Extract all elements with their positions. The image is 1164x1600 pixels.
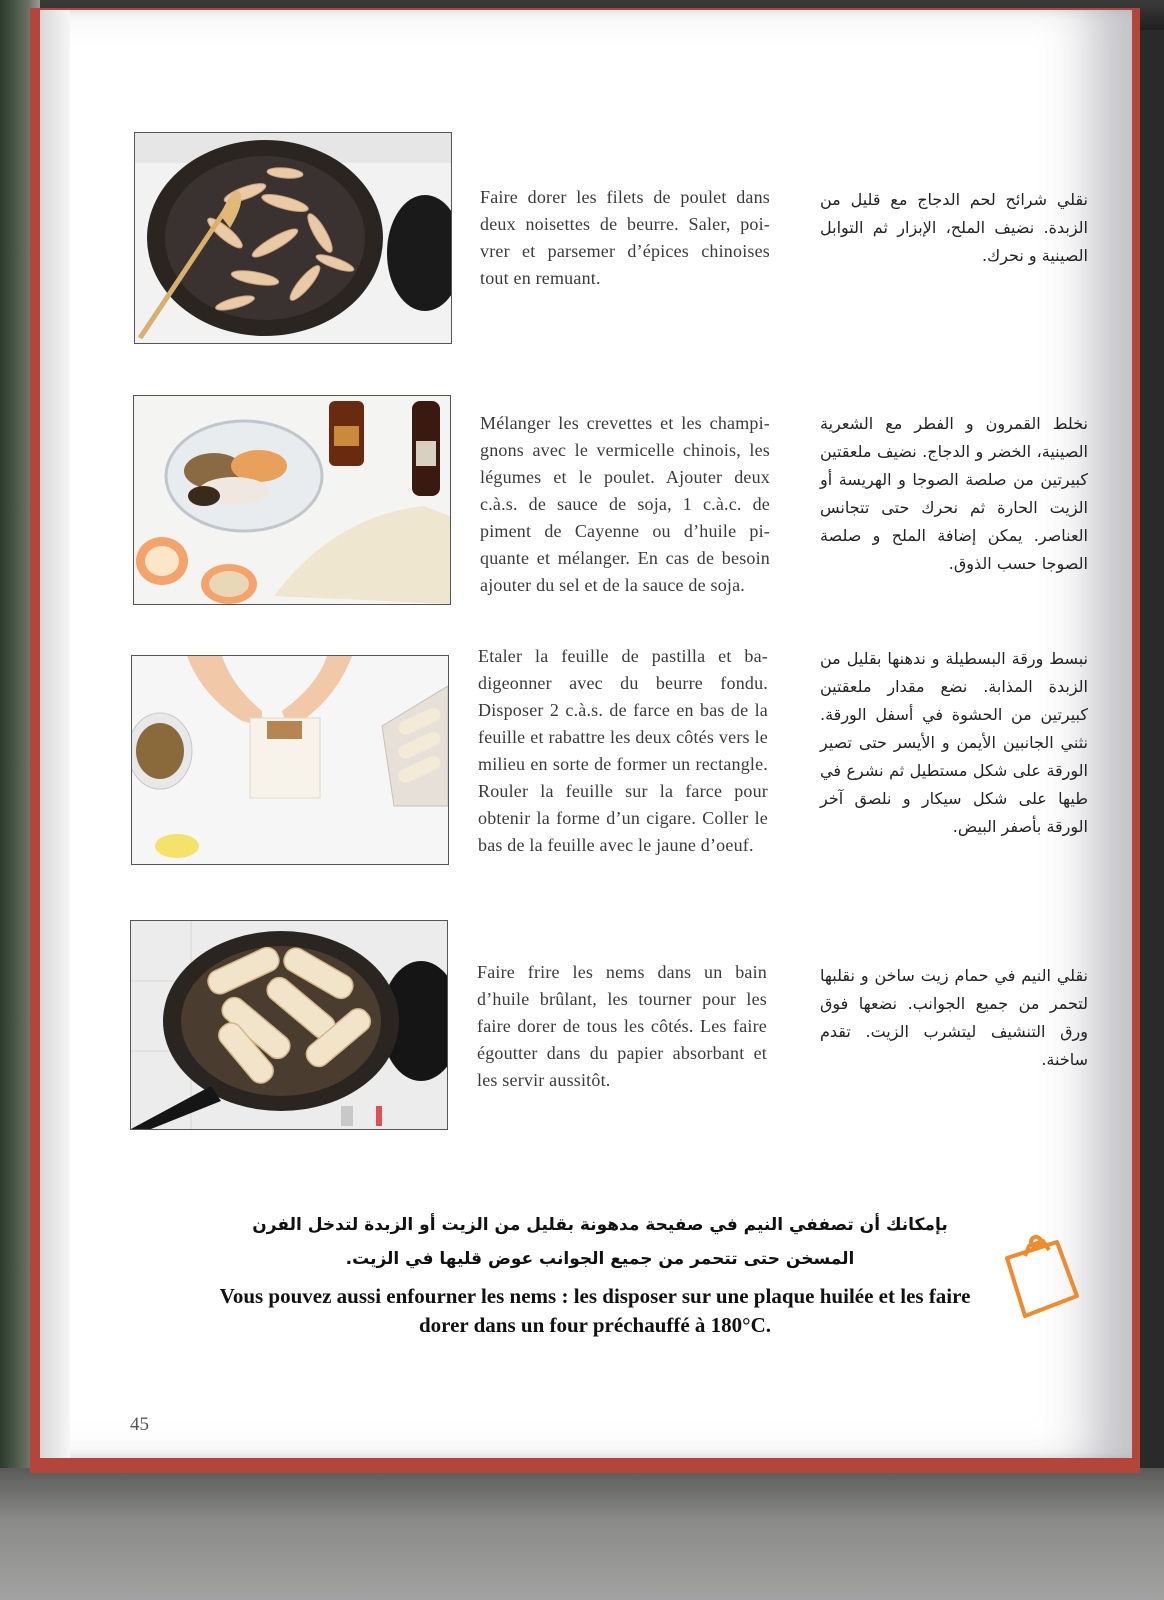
step-1-french-text: Faire dorer les filets de poulet dans deux noisettes de beurre. Saler, poi-vrer et parsemer d’épices chinoises tout en remuant. (480, 187, 770, 288)
tip-arabic-line-1: بإمكانك أن تصففي النيم في صفيحة مدهونة بقليل من الزيت أو الزبدة لتدخل الفرن (252, 1215, 948, 1235)
page-number: 45 (130, 1414, 149, 1435)
step-2-arabic-text: نخلط القمرون و الفطر مع الشعرية الصينية، الخضر و الدجاج. نضيف ملعقتين كبيرتين من صلصة الصوجا و الهريسة أو الزيت الحارة ثم نحرك حتى تتجانس العناصر. يمكن إضافة الملح و صلصة الصوجا حسب الذوق. (820, 414, 1088, 573)
step-3-arabic-text: نبسط ورقة البسطيلة و ندهنها بقليل من الزبدة المذابة. نضع مقدار ملعقتين كبيرتين من الحشوة في أسفل الورقة. نثني الجانبين الأيمن و الأيسر حتى تصير الورقة على شكل مستطيل ثم نشرع في طيها على شكل سيكار و نلصق آخر الورقة بأصفر البيض. (820, 649, 1088, 836)
step-4-french-text: Faire frire les nems dans un bain d’huile brûlant, les tourner pour les faire dorer de tous les côtés. Les faire égoutter dans du papier absorbant et les servir aussitôt. (477, 962, 767, 1090)
step-3-french-text: Etaler la feuille de pastilla et ba-digeonner avec du beurre fondu. Disposer 2 c.à.s. de farce en bas de la feuille et rabattre les deux côtés vers le milieu en sorte de former un rectangle. Rouler la feuille sur la farce pour obtenir la forme d’un cigare. Coller le bas de la feuille avec le jaune d’oeuf. (478, 646, 768, 855)
step-2-french-text: Mélanger les crevettes et les champi-gnons avec le vermicelle chinois, les légumes et le poulet. Ajouter deux c.à.s. de sauce de soja, 1 c.à.c. de piment de Cayenne ou d’huile pi-quante et mélanger. En cas de besoin ajouter du sel et de la sauce de soja. (480, 413, 770, 595)
step-4-arabic-text: نقلي النيم في حمام زيت ساخن و نقلبها لتحمر من جميع الجوانب. نضعها فوق ورق التنشيف ليتشرب الزيت. تقدم ساخنة. (820, 966, 1088, 1069)
step-1-photo (134, 132, 452, 344)
clipboard-icon (985, 1228, 1085, 1328)
background-bottom (0, 1468, 1164, 1600)
tip-french-text: Vous pouvez aussi enfourner les nems : les disposer sur une plaque huilée et les faire dorer dans un four préchauffé à 180°C. (219, 1284, 971, 1337)
step-1-arabic-text: نقلي شرائح لحم الدجاج مع قليل من الزبدة. نضيف الملح، الإبزار ثم التوابل الصينية و نحرك. (820, 190, 1088, 265)
step-2-photo (133, 395, 451, 605)
step-3-photo (131, 655, 449, 865)
step-4-photo (130, 920, 448, 1130)
page-gutter (40, 10, 70, 1458)
tip-arabic-text (210, 1208, 990, 1276)
tip-arabic-line-2: المسخن حتى تتحمر من جميع الجوانب عوض قليها في الزيت. (345, 1249, 855, 1269)
